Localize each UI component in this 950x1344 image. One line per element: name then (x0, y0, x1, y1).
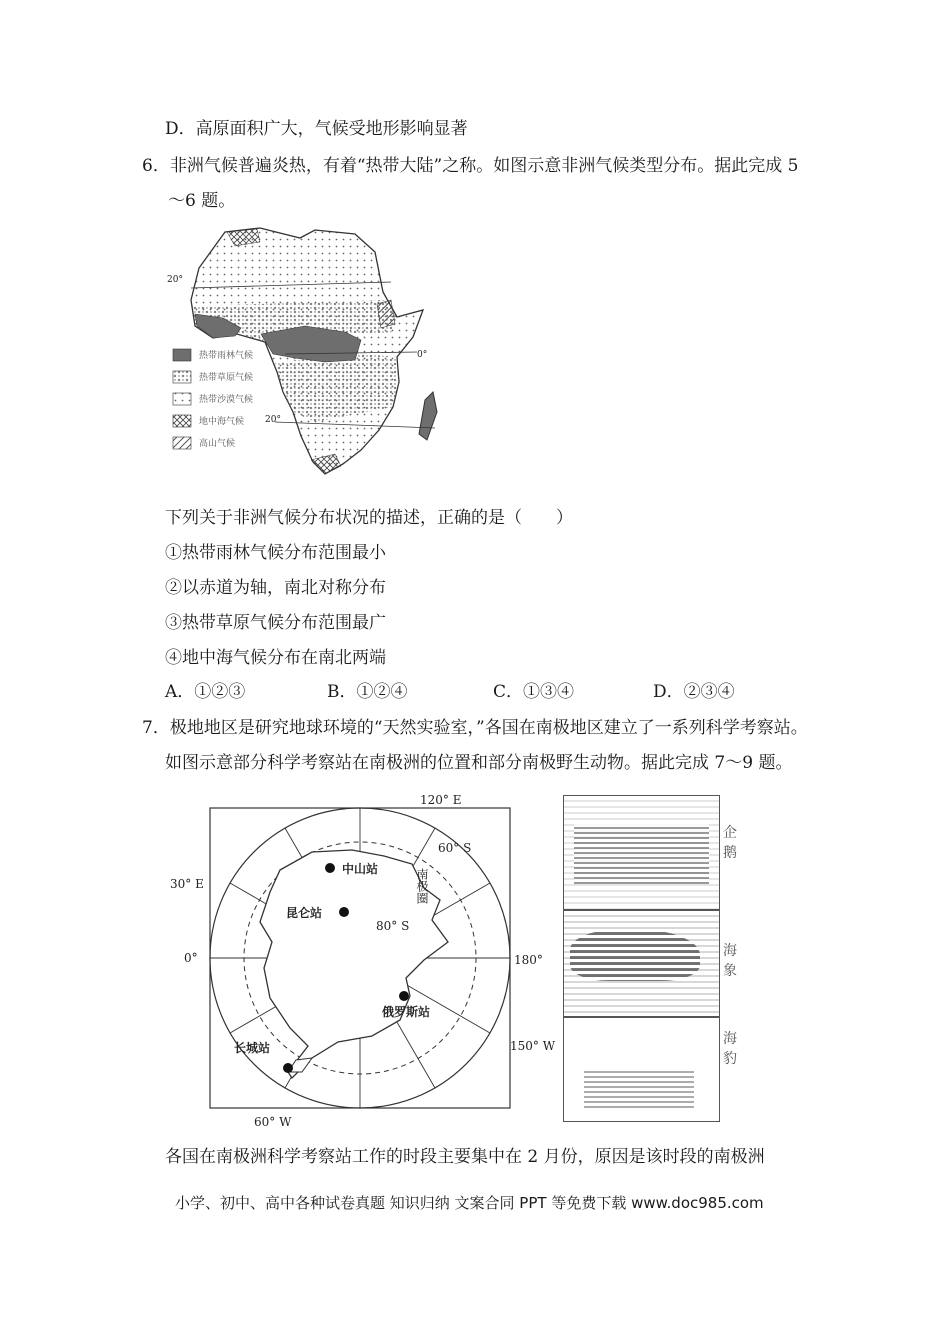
q6-option-c: C．①③④ (493, 682, 575, 702)
lat-label-20n: 20° (167, 275, 183, 285)
legend-label-mediterranean: 地中海气候 (199, 417, 245, 427)
lat-label-0: 0° (417, 350, 428, 360)
station-marker-kunlun (339, 907, 349, 917)
label-antarctic-circle: 南极圈 (415, 868, 429, 904)
animal-panel-walrus (563, 910, 720, 1017)
walrus-photo (570, 929, 700, 981)
legend-label-highland: 高山气候 (199, 439, 236, 449)
station-label-changcheng: 长城站 (234, 1041, 271, 1055)
q7-stem-line1: 7．极地地区是研究地球环境的“天然实验室，”各国在南极地区建立了一系列科学考察站。 (142, 718, 808, 738)
madagascar (419, 392, 437, 440)
label-0deg: 0° (184, 951, 198, 965)
station-label-zhongshan: 中山站 (342, 862, 379, 876)
q6-option-b: B．①②④ (327, 682, 408, 702)
station-marker-changcheng (283, 1063, 293, 1073)
lat-label-20s: 20° (265, 415, 281, 425)
station-marker-russia (399, 991, 409, 1001)
q6-option-a: A．①②③ (165, 682, 246, 702)
q6-statement-3: ③热带草原气候分布范围最广 (165, 613, 386, 633)
seal-photo (584, 1068, 694, 1108)
label-120e: 120° E (420, 793, 462, 807)
legend-label-rainforest: 热带雨林气候 (199, 351, 254, 361)
q6-statement-2: ②以赤道为轴，南北对称分布 (165, 578, 386, 598)
label-60s: 60° S (438, 841, 472, 855)
legend-label-desert: 热带沙漠气候 (199, 395, 254, 405)
animal-label-penguin: 企鹅 (723, 825, 737, 861)
q5-option-d: D．高原面积广大，气候受地形影响显著 (165, 119, 468, 139)
q6-option-d: D．②③④ (653, 682, 735, 702)
q6-statement-4: ④地中海气候分布在南北两端 (165, 648, 386, 668)
page-footer: 小学、初中、高中各种试卷真题 知识归纳 文案合同 PPT 等免费下载 www.doc985.com (175, 1194, 764, 1212)
animal-panels (563, 795, 748, 1123)
animal-panel-seal (563, 1017, 720, 1122)
station-label-kunlun: 昆仑站 (286, 906, 323, 920)
label-80s: 80° S (376, 919, 410, 933)
map-legend (173, 349, 253, 449)
antarctica-station-map (162, 792, 557, 1132)
label-30e: 30° E (170, 877, 204, 891)
label-180deg: 180° (514, 953, 543, 967)
penguin-photo (574, 824, 709, 884)
station-label-russia: 俄罗斯站 (382, 1005, 431, 1019)
q6-stem-line1: 6．非洲气候普遍炎热，有着“热带大陆”之称。如图示意非洲气候类型分布。据此完成 5 (142, 156, 799, 176)
station-marker-zhongshan (325, 863, 335, 873)
africa-climate-map (165, 222, 445, 484)
animal-label-walrus: 海象 (723, 943, 737, 979)
q7-continuation: 各国在南极洲科学考察站工作的时段主要集中在 2 月份，原因是该时段的南极洲 (165, 1147, 765, 1167)
q6-stem-line2: ～6 题。 (168, 191, 236, 211)
legend-label-savanna: 热带草原气候 (199, 373, 254, 383)
animal-label-seal: 海豹 (723, 1031, 737, 1067)
label-60w: 60° W (254, 1115, 292, 1129)
label-150w: 150° W (510, 1039, 556, 1053)
animal-panel-penguin (563, 795, 720, 910)
q6-statement-1: ①热带雨林气候分布范围最小 (165, 543, 386, 563)
q6-question: 下列关于非洲气候分布状况的描述，正确的是（ ） (165, 508, 573, 528)
q7-stem-line2: 如图示意部分科学考察站在南极洲的位置和部分南极野生动物。据此完成 7～9 题。 (165, 753, 793, 773)
